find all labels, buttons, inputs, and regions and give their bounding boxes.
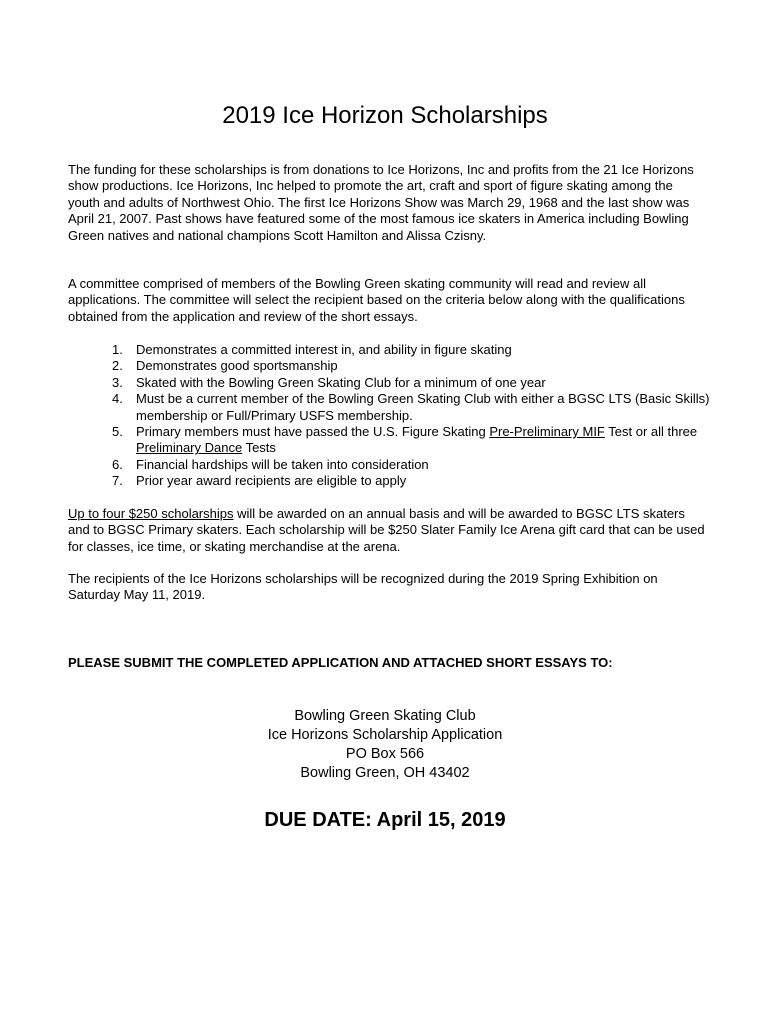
- criteria-item: [104, 342, 714, 358]
- criteria-number: 7.: [112, 473, 123, 489]
- criteria-number: 5.: [112, 424, 123, 440]
- criteria-text: [136, 424, 697, 455]
- recognition-paragraph: The recipients of the Ice Horizons scholarships will be recognized during the 2019 Spring Exhibition on Saturday May 11, 2019.: [68, 571, 658, 603]
- submit-heading: PLEASE SUBMIT THE COMPLETED APPLICATION AND ATTACHED SHORT ESSAYS TO:: [68, 655, 613, 670]
- criteria-text-part: Primary members must have passed the U.S. Figure Skating: [136, 424, 490, 440]
- address-line: Bowling Green Skating Club: [294, 708, 476, 724]
- criteria-text: Demonstrates a committed interest in, and ability in figure skating: [136, 342, 512, 357]
- criteria-text-part: Tests: [242, 440, 276, 456]
- criteria-item: [104, 375, 714, 391]
- award-paragraph: [68, 506, 708, 555]
- criteria-text: Prior year award recipients are eligible to apply: [136, 473, 407, 489]
- criteria-text: Financial hardships will be taken into consideration: [136, 456, 429, 472]
- criteria-number: 1.: [112, 342, 123, 357]
- committee-paragraph: A committee comprised of members of the Bowling Green skating community will read and review all applications. The committee will select the recipient based on the criteria below along with the qualifications obtained from the application and review of the short essays.: [68, 276, 685, 324]
- criteria-text: Demonstrates good sportsmanship: [136, 358, 338, 374]
- criteria-number: 3.: [112, 374, 123, 390]
- criteria-number: 4.: [112, 391, 123, 407]
- criteria-item: [104, 424, 714, 457]
- criteria-item: [104, 473, 714, 489]
- award-text: will be awarded on an annual basis and will be awarded to BGSC LTS skaters and to BGSC Primary skaters. Each scholarship will be $250 Slater Family Ice Arena gift card that can be used for classes, ice time, or skating merchandise at the arena.: [68, 506, 705, 554]
- criteria-list: [104, 342, 714, 490]
- intro-paragraph: The funding for these scholarships is from donations to Ice Horizons, Inc and profits from the 21 Ice Horizons show productions. Ice Horizons, Inc helped to promote the art, craft and sport of figure skating among the youth and adults of Northwest Ohio. The first Ice Horizons Show was March 29, 1968 and the last show was April 21, 2007. Past shows have featured some of the most famous ice skaters in America including Bowling Green natives and national champions Scott Hamilton and Alissa Czisny.: [68, 162, 694, 243]
- address-line: Bowling Green, OH 43402: [300, 765, 470, 781]
- address-line: PO Box 566: [345, 746, 425, 762]
- criteria-item: [104, 391, 714, 424]
- address-line: Ice Horizons Scholarship Application: [267, 727, 503, 743]
- criteria-text: Must be a current member of the Bowling Green Skating Club with either a BGSC LTS (Basic Skills) membership or Full/Primary USFS membership.: [136, 391, 710, 423]
- criteria-number: 6.: [112, 456, 123, 472]
- criteria-text-part: Test or all three: [604, 424, 698, 440]
- due-date: DUE DATE: April 15, 2019: [264, 809, 506, 831]
- page-title: 2019 Ice Horizon Scholarships: [222, 102, 548, 129]
- pre-preliminary-mif-link[interactable]: Pre-Preliminary MIF: [489, 424, 605, 440]
- mailing-address: [0, 707, 770, 783]
- criteria-item: [104, 457, 714, 473]
- criteria-item: [104, 358, 714, 374]
- criteria-number: 2.: [112, 358, 123, 374]
- criteria-text: Skated with the Bowling Green Skating Club for a minimum of one year: [136, 374, 546, 390]
- scholarships-link[interactable]: Up to four $250 scholarships: [68, 506, 234, 521]
- preliminary-dance-link[interactable]: Preliminary Dance: [136, 440, 243, 456]
